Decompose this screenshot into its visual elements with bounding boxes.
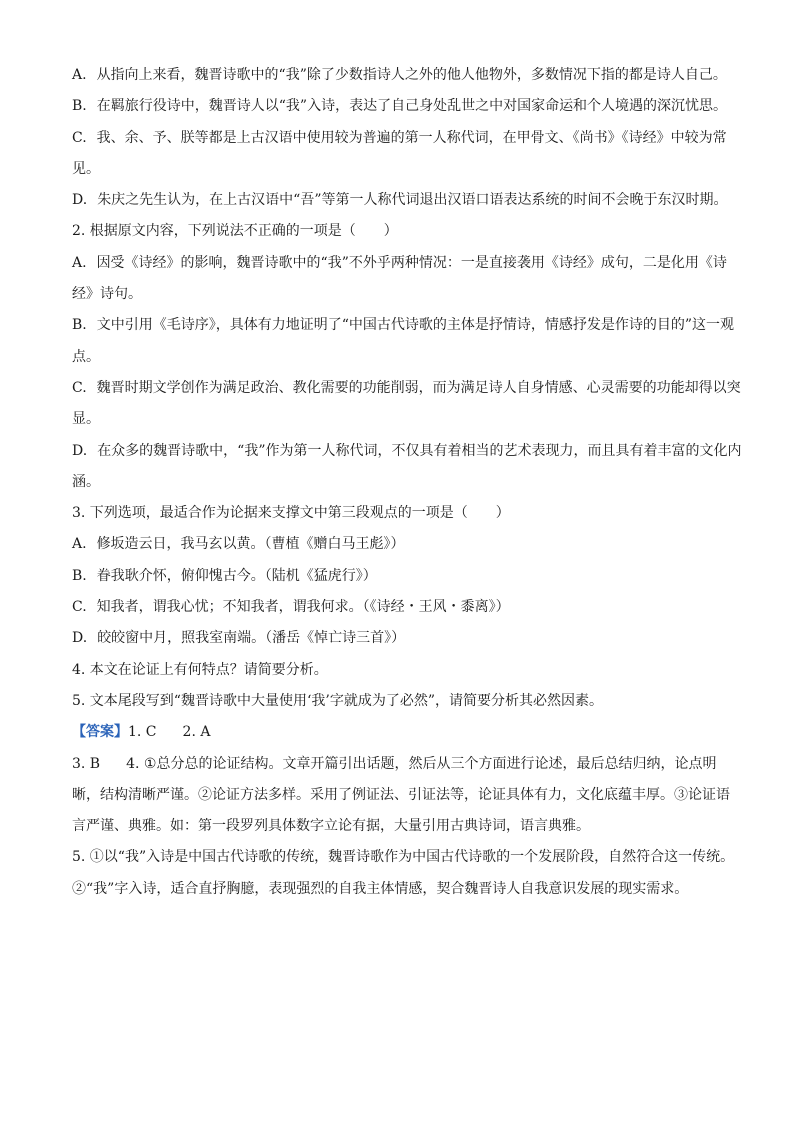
q4-stem: 4. 本文在论证上有何特点？请简要分析。	[72, 661, 328, 678]
option-label: A.	[72, 254, 87, 271]
option-text: 眷我耿介怀，俯仰愧古今。（陆机《猛虎行》）	[96, 567, 377, 584]
option-text: 从指向上来看，魏晋诗歌中的“我”除了少数指诗人之外的他人他物外，多数情况下指的都是诗人自己。	[96, 67, 727, 83]
document-page	[72, 60, 742, 905]
q2-stem: 2. 根据原文内容，下列说法不正确的一项是（ ）	[72, 223, 398, 240]
answer-3: 3. B	[72, 755, 101, 772]
q3-option-d	[72, 623, 742, 654]
option-label: B.	[72, 98, 87, 115]
q3-option-c	[72, 592, 742, 623]
option-text: 知我者，谓我心忧；不知我者，谓我何求。（《诗经・王风・黍离》）	[96, 599, 510, 616]
q3-option-a	[72, 529, 742, 560]
option-label: C.	[72, 129, 87, 146]
option-label: D.	[72, 630, 88, 647]
q1-option-c	[72, 123, 742, 186]
option-text: 在羁旅行役诗中，魏晋诗人以“我”入诗，表达了自己身处乱世之中对国家命运和个人境遇的深沉忧思。	[96, 98, 728, 115]
option-text: 皎皎窗中月，照我室南端。（潘岳《悼亡诗三首》）	[97, 630, 406, 647]
option-label: A.	[72, 536, 87, 553]
answer-3-4	[72, 749, 742, 843]
option-label: A.	[72, 67, 87, 83]
q5-stem: 5. 文本尾段写到“魏晋诗歌中大量使用‘我’字就成为了必然”，请简要分析其必然因素。	[72, 692, 604, 709]
answer-line-1	[72, 717, 742, 748]
option-label: D.	[72, 192, 88, 209]
q3-option-b	[72, 561, 742, 592]
answer-4: 4. ①总分总的论证结构。文章开篇引出话题，然后从三个方面进行论述，最后总结归纳，论点明晰，结构清晰严谨。②论证方法多样。采用了例证法、引证法等，论证具体有力，文化底蕴丰厚。③论证语言严谨、典雅。如：第一段罗列具体数字立论有据，大量引用古典诗词，语言典雅。	[72, 755, 730, 835]
q2-option-b	[72, 310, 742, 373]
q2-option-c	[72, 373, 742, 436]
answer-2: 2. A	[182, 724, 211, 741]
option-label: C.	[72, 599, 87, 616]
answer-tag: 【答案】	[72, 724, 128, 741]
q2-option-a	[72, 248, 742, 311]
q1-option-d	[72, 185, 742, 216]
option-text: 朱庆之先生认为，在上古汉语中“吾”等第一人称代词退出汉语口语表达系统的时间不会晚于东汉时期。	[97, 192, 728, 209]
option-text: 因受《诗经》的影响，魏晋诗歌中的“我”不外乎两种情况：一是直接袭用《诗经》成句，二是化用《诗经》诗句。	[72, 254, 727, 303]
option-text: 在众多的魏晋诗歌中，“我”作为第一人称代词，不仅具有着相当的艺术表现力，而且具有着丰富的文化内涵。	[72, 442, 742, 490]
answer-5: 5. ①以“我”入诗是中国古代诗歌的传统，魏晋诗歌作为中国古代诗歌的一个发展阶段，自然符合这一传统。②“我”字入诗，适合直抒胸臆，表现强烈的自我主体情感，契合魏晋诗人自我意识发展的现实需求。	[72, 849, 735, 897]
option-text: 修坂造云日，我马玄以黄。（曹植《赠白马王彪》）	[96, 536, 405, 553]
q3-stem: 3. 下列选项，最适合作为论据来支撑文中第三段观点的一项是（ ）	[72, 505, 510, 522]
option-text: 文中引用《毛诗序》，具体有力地证明了“中国古代诗歌的主体是抒情诗，情感抒发是作诗的目的”这一观点。	[72, 317, 735, 365]
answer-1: 1. C	[128, 724, 157, 741]
option-label: B.	[72, 317, 87, 334]
option-label: D.	[72, 442, 88, 459]
q2-option-d	[72, 436, 742, 499]
q1-option-b	[72, 91, 742, 122]
option-label: B.	[72, 567, 87, 584]
q1-option-a	[72, 60, 742, 91]
option-label: C.	[72, 379, 87, 396]
option-text: 我、余、予、朕等都是上古汉语中使用较为普遍的第一人称代词，在甲骨文、《尚书》《诗经》中较为常见。	[72, 129, 727, 177]
option-text: 魏晋时期文学创作为满足政治、教化需要的功能削弱，而为满足诗人自身情感、心灵需要的功能却得以突显。	[72, 379, 741, 428]
